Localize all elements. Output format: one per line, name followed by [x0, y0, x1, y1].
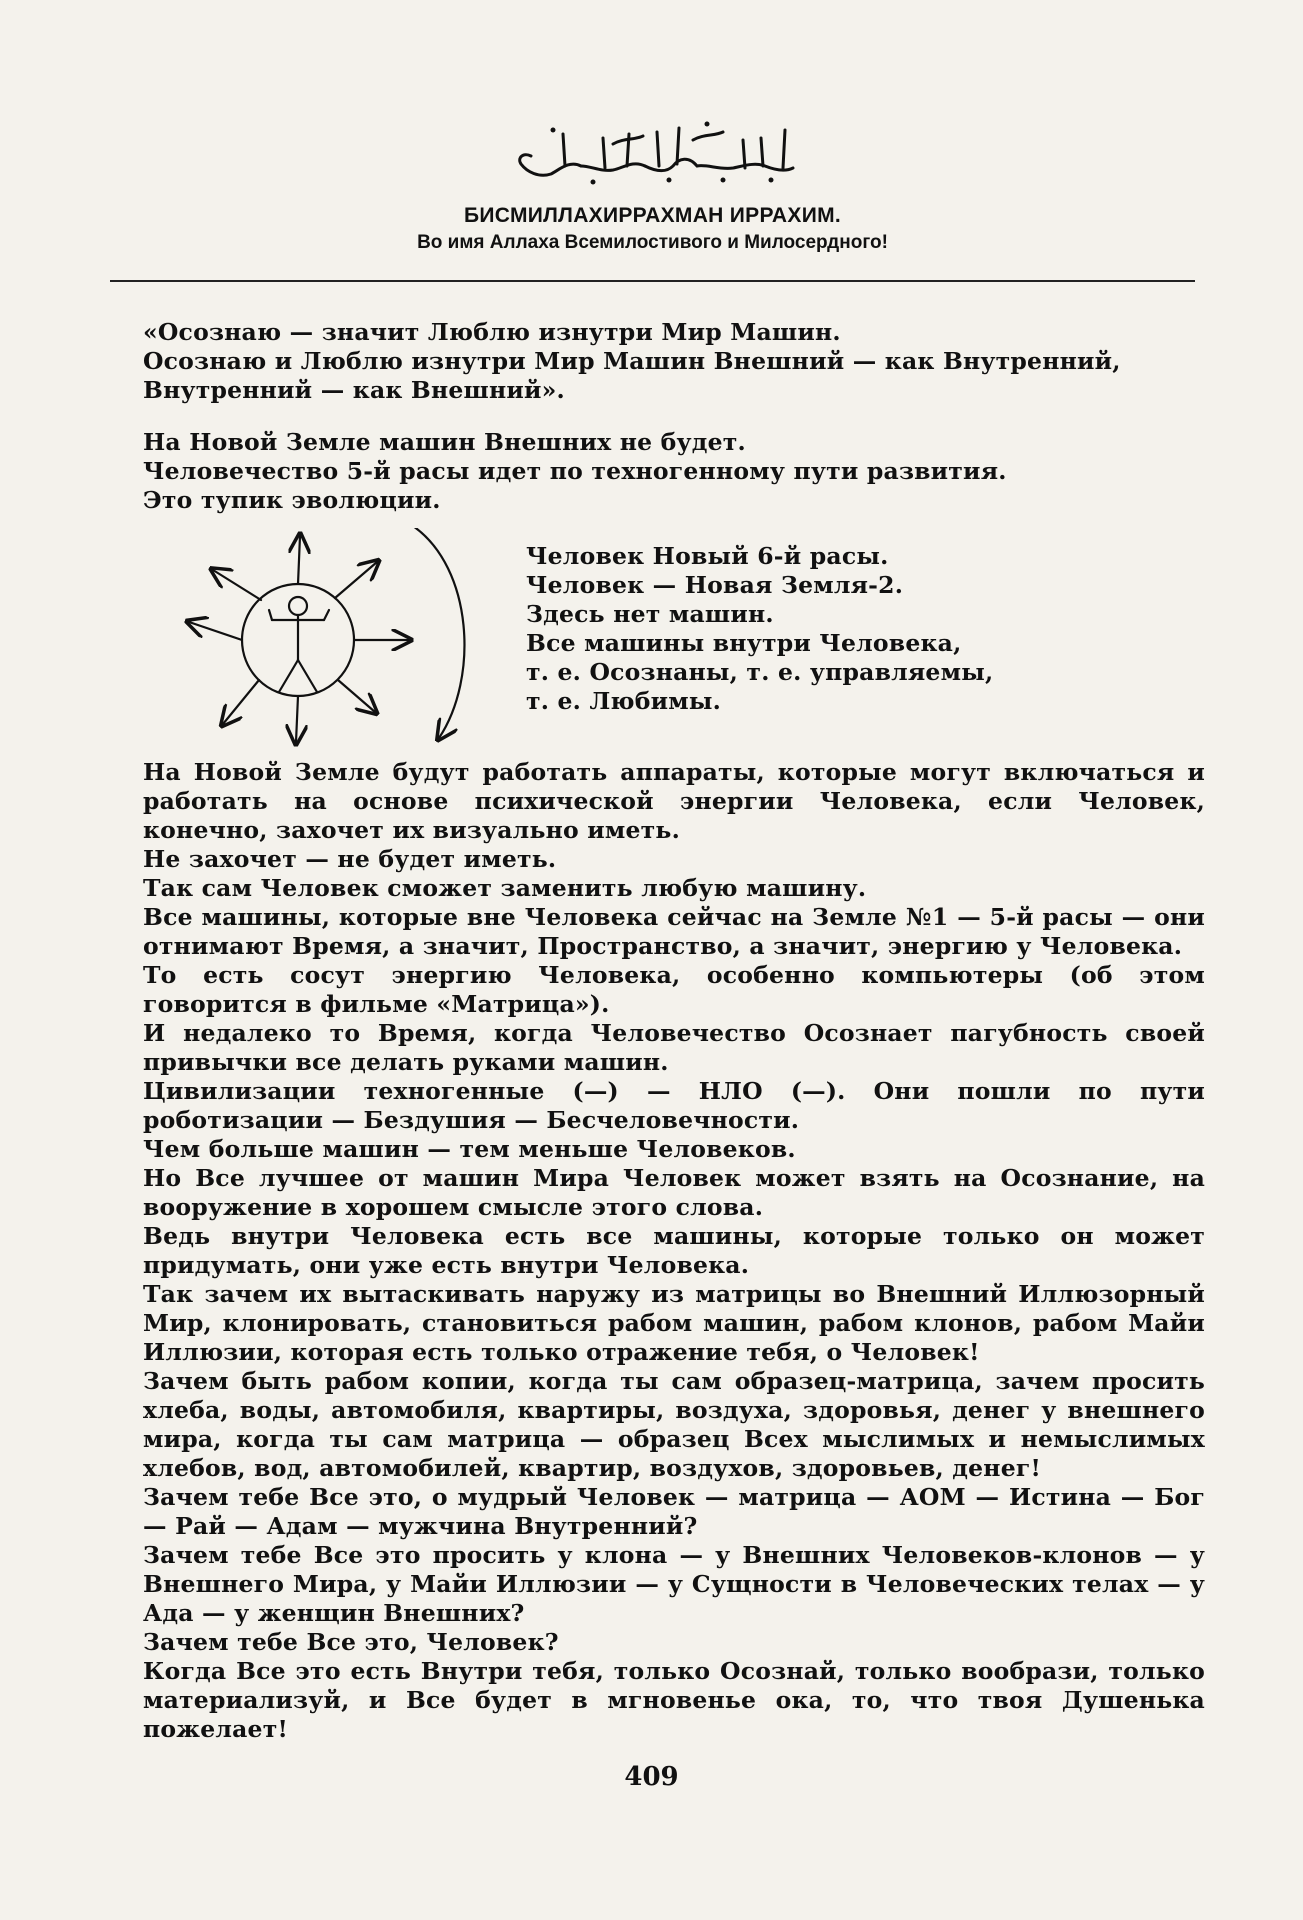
paragraph: Зачем тебе Все это, о мудрый Человек — матрица — АОМ — Истина — Бог — Рай — Адам — мужчина Внутренний? [143, 1483, 1205, 1540]
paragraph: На Новой Земле будут работать аппараты, которые могут включаться и работать на основе психической энергии Человека, если Человек, конечно, захочет их визуально иметь. [143, 758, 1205, 844]
paragraph: Зачем тебе Все это, Человек? [143, 1628, 559, 1656]
intro-quote [143, 318, 1205, 405]
header-title: БИСМИЛЛАХИРРАХМАН ИРРАХИМ. [463, 204, 842, 227]
text-line: Человечество 5-й расы идет по техногенному пути развития. [143, 457, 1007, 485]
paragraph: Зачем быть рабом копии, когда ты сам образец-матрица, зачем просить хлеба, воды, автомобиля, квартиры, воздуха, здоровья, денег у внешнего мира, когда ты сам матрица — образец Всех мыслимых и немыслимых хлебов, вод, автомобилей, квартир, воздухов, здоровьев, денег! [143, 1367, 1205, 1482]
text-line: Внутренний — как Внешний». [143, 376, 565, 404]
new-human-description [526, 542, 1126, 716]
text-line: Здесь нет машин. [526, 600, 774, 628]
paragraph: Цивилизации техногенные (—) — НЛО (—). Они пошли по пути роботизации — Бездушия — Бесчеловечности. [143, 1077, 1205, 1134]
text-line: Осознаю и Люблю изнутри Мир Машин Внешний — как Внутренний, [143, 347, 1121, 375]
paragraph: То есть сосут энергию Человека, особенно компьютеры (об этом говорится в фильме «Матрица»). [143, 961, 1205, 1018]
paragraph: Зачем тебе Все это просить у клона — у Внешних Человеков-клонов — у Внешнего Мира, у Майи Иллюзии — у Сущности в Человеческих телах — у Ада — у женщин Внешних? [143, 1541, 1205, 1627]
body-text [143, 758, 1205, 1744]
paragraph: Чем больше машин — тем меньше Человеков. [143, 1135, 796, 1163]
bismillah-calligraphy-icon [493, 110, 813, 190]
text-line: Человек — Новая Земля-2. [526, 571, 904, 599]
text-line: Человек Новый 6-й расы. [526, 542, 889, 570]
paragraph: Но Все лучшее от машин Мира Человек может взять на Осознание, на вооружение в хорошем смысле этого слова. [143, 1164, 1205, 1221]
text-line: Это тупик эволюции. [143, 486, 441, 514]
paragraph: Не захочет — не будет иметь. [143, 845, 557, 873]
paragraph: Ведь внутри Человека есть все машины, которые только он может придумать, они уже есть внутри Человека. [143, 1222, 1205, 1279]
paragraph: Когда Все это есть Внутри тебя, только Осознай, только вообрази, только материализуй, и Все будет в мгновенье ока, то, что твоя Душенька пожелает! [143, 1657, 1205, 1743]
human-in-circle-with-arrows-icon [183, 528, 483, 748]
text-line: т. е. Осознаны, т. е. управляемы, [526, 658, 994, 686]
text-line: т. е. Любимы. [526, 687, 721, 715]
text-line: «Осознаю — значит Люблю изнутри Мир Машин. [143, 318, 841, 346]
paragraph: Так сам Человек сможет заменить любую машину. [143, 874, 867, 902]
paragraph: Все машины, которые вне Человека сейчас на Земле №1 — 5-й расы — они отнимают Время, а значит, Пространство, а значит, энергию у Человека. [143, 903, 1205, 960]
text-line: Все машины внутри Человека, [526, 629, 962, 657]
header-subtitle: Во имя Аллаха Всемилостивого и Милосердного! [417, 232, 888, 253]
header-divider [110, 280, 1195, 282]
text-line: На Новой Земле машин Внешних не будет. [143, 428, 746, 456]
page-number: 409 [624, 1762, 679, 1792]
section-new-earth [143, 428, 1205, 515]
paragraph: И недалеко то Время, когда Человечество Осознает пагубность своей привычки все делать руками машин. [143, 1019, 1205, 1076]
paragraph: Так зачем их вытаскивать наружу из матрицы во Внешний Иллюзорный Мир, клонировать, становиться рабом машин, рабом клонов, рабом Майи Иллюзии, которая есть только отражение тебя, о Человек! [143, 1280, 1205, 1366]
page-header [110, 110, 1195, 254]
